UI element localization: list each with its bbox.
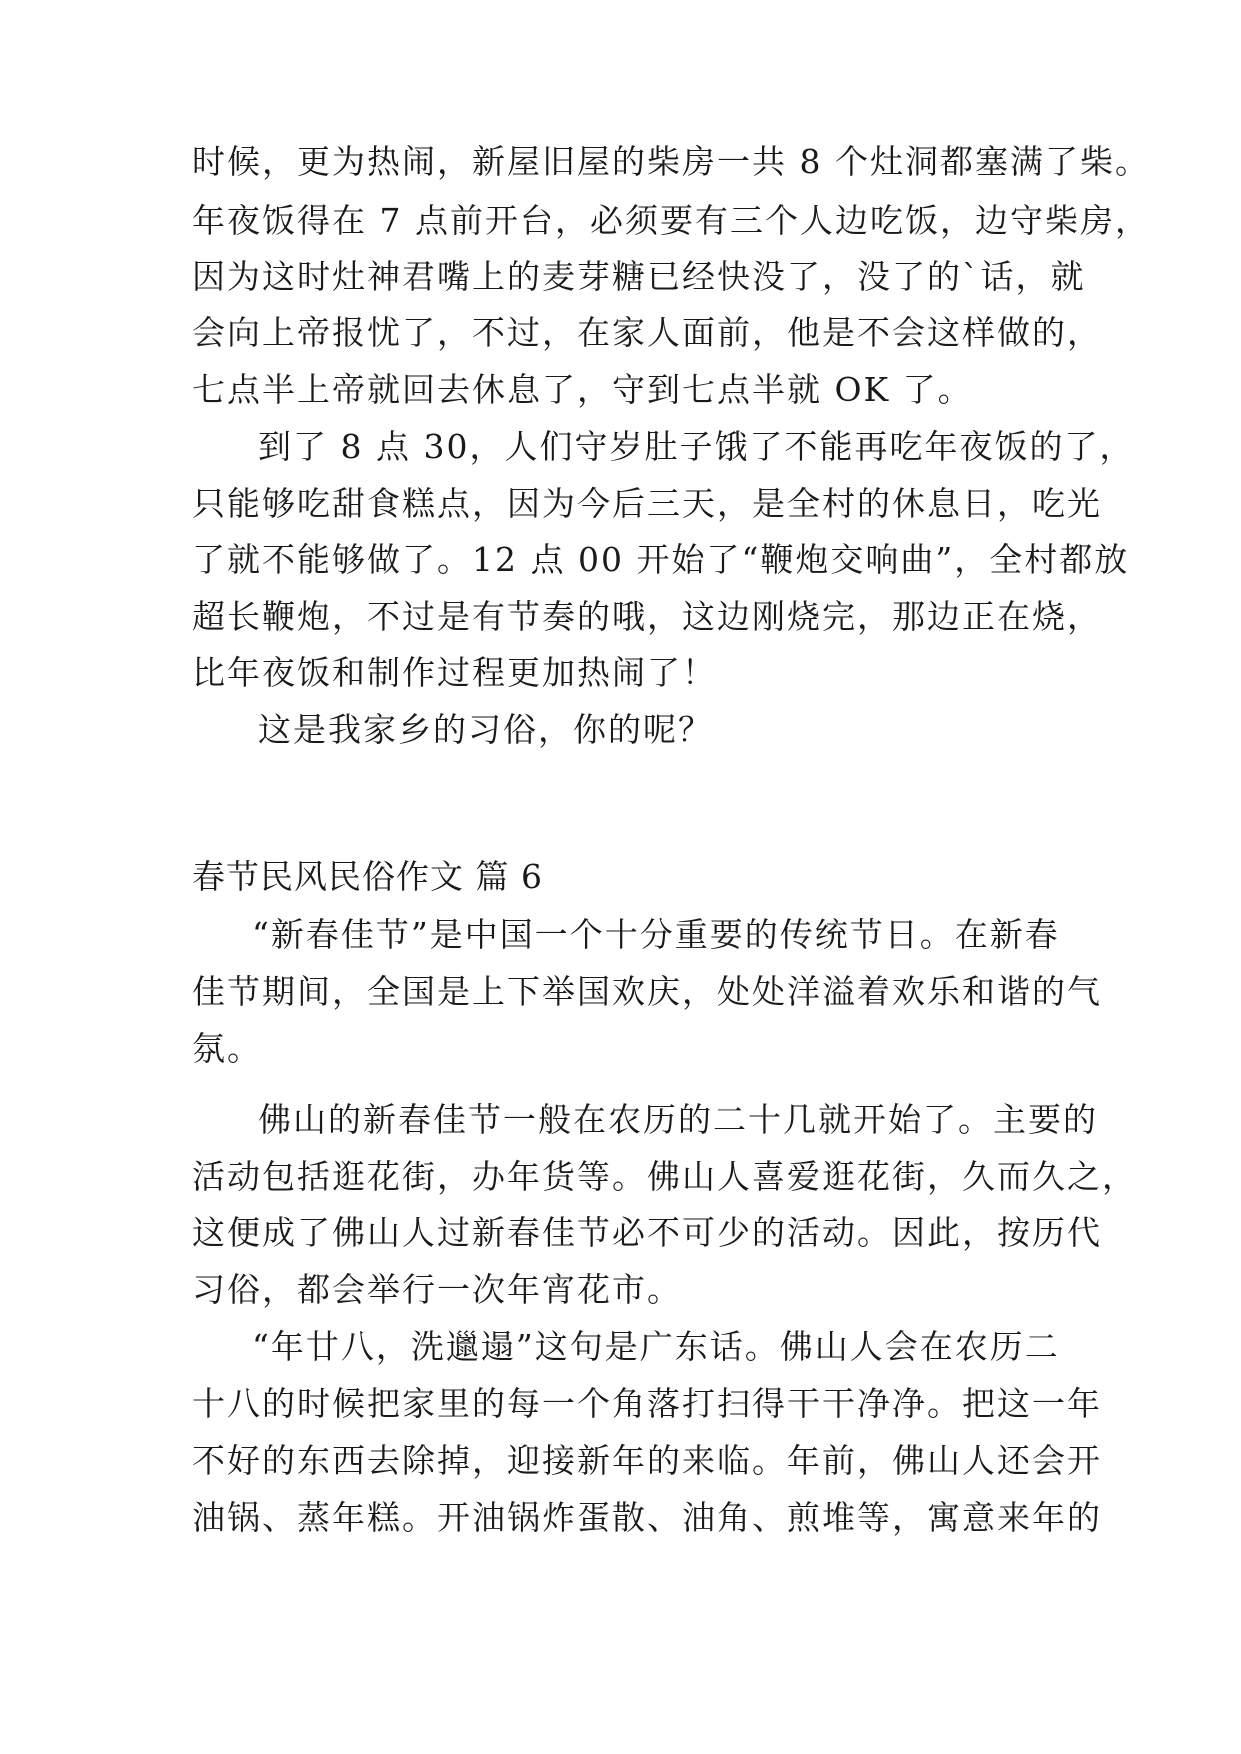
paragraph-line: 年夜饭得在 7 点前开台，必须要有三个人边吃饭，边守柴房， [192, 201, 1150, 240]
paragraph-line: 了就不能够做了。12 点 00 开始了“鞭炮交响曲”，全村都放 [192, 540, 1130, 579]
paragraph-line: 十八的时候把家里的每一个角落打扫得干干净净。把这一年 [192, 1384, 1102, 1423]
paragraph-line: 因为这时灶神君嘴上的麦芽糖已经快没了，没了的`话，就 [192, 257, 1086, 296]
paragraph-line: 会向上帝报忧了，不过，在家人面前，他是不会这样做的， [192, 313, 1102, 352]
paragraph-line: 不好的东西去除掉，迎接新年的来临。年前，佛山人还会开 [192, 1441, 1102, 1480]
paragraph-line: 佳节期间，全国是上下举国欢庆，处处洋溢着欢乐和谐的气 [192, 972, 1102, 1011]
paragraph-line: “新春佳节”是中国一个十分重要的传统节日。在新春 [252, 915, 1060, 954]
paragraph-line: 到了 8 点 30，人们守岁肚子饿了不能再吃年夜饭的了， [258, 427, 1135, 466]
paragraph-line: 七点半上帝就回去休息了，守到七点半就 OK 了。 [192, 370, 973, 409]
paragraph-line: 习俗，都会举行一次年宵花市。 [192, 1270, 682, 1309]
paragraph-line: 这便成了佛山人过新春佳节必不可少的活动。因此，按历代 [192, 1213, 1102, 1252]
paragraph-line: 这是我家乡的习俗，你的呢？ [258, 710, 713, 749]
paragraph-line: 时候，更为热闹，新屋旧屋的柴房一共 8 个灶洞都塞满了柴。 [192, 142, 1150, 181]
paragraph-line: 活动包括逛花街，办年货等。佛山人喜爱逛花街，久而久之， [192, 1157, 1137, 1196]
paragraph-line: 佛山的新春佳节一般在农历的二十几就开始了。主要的 [258, 1100, 1098, 1139]
paragraph-line: “年廿八，洗邋遢”这句是广东话。佛山人会在农历二 [252, 1327, 1060, 1366]
section-title: 春节民风民俗作文 篇 6 [192, 857, 543, 896]
paragraph-line: 只能够吃甜食糕点，因为今后三天，是全村的休息日，吃光 [192, 484, 1102, 523]
paragraph-line: 油锅、蒸年糕。开油锅炸蛋散、油角、煎堆等，寓意来年的 [192, 1498, 1102, 1537]
paragraph-line: 超长鞭炮，不过是有节奏的哦，这边刚烧完，那边正在烧， [192, 597, 1102, 636]
paragraph-line: 氛。 [192, 1029, 262, 1068]
paragraph-line: 比年夜饭和制作过程更加热闹了！ [192, 653, 717, 692]
